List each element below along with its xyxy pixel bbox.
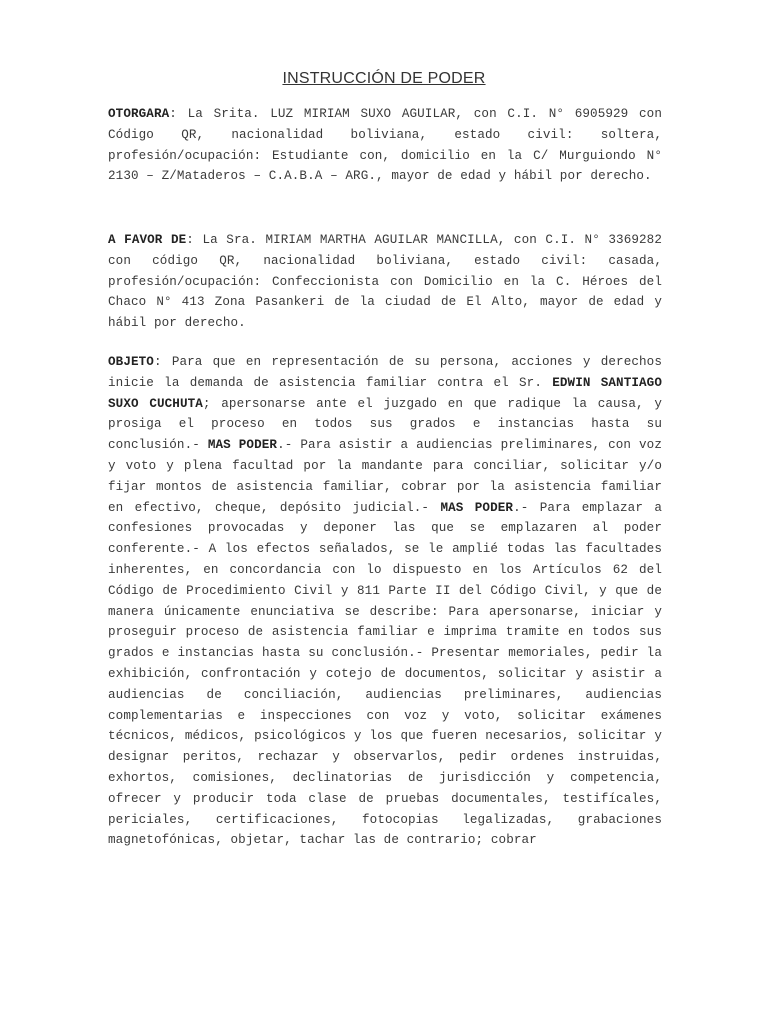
objeto-text-2: ; apersonarse ante el juzgado en que radique la causa, y prosiga el proceso en todos sus grados e instancias hasta su conclusión.- [108,396,662,453]
otorgara-text: : La Srita. LUZ MIRIAM SUXO AGUILAR, con C.I. N° 6905929 con Código QR, nacionalidad boliviana, estado civil: soltera, profesión/ocupación: Estudiante con, domicilio en la C/ Murguiondo N° 2130 – Z/Mataderos – C.A.B.A – ARG., mayor de edad y hábil por derecho. [108,107,662,184]
objeto-label: OBJETO [108,355,154,369]
defendant-name: EDWIN SANTIAGO SUXO CUCHUTA [108,375,662,411]
objeto-text-1: : Para que en representación de su persona, acciones y derechos inicie la demanda de asistencia familiar contra el Sr. [108,355,662,390]
mas-poder-label-1: MAS PODER [207,438,278,453]
objeto-paragraph [108,352,662,968]
otorgara-paragraph [108,104,662,187]
otorgara-label: OTORGARA [108,107,170,121]
objeto-text-4: .- Para emplazar a confesiones provocadas y deponer las que se emplazaren al poder conferente.- A los efectos señalados, se le amplié todas las facultades inherentes, en concordancia con lo dispuesto en los Artículos 62 del Código de Procedimiento Civil y 811 Parte II del Código Civil, y que de manera únicamente enunciativa se describe: Para apersonarse, iniciar y proseguir proceso de asistencia familiar e imprima tramite en todos sus grados e instancias hasta su conclusión.- Presentar memoriales, pedir la exhibición, confrontación y cotejo de documentos, solicitar y asistir a audiencias de conciliación, audiencias preliminares, audiencias complementarias e inspecciones con voz y voto, solicitar exámenes técnicos, médicos, psicológicos y los que fueren necesarios, solicitar y designar peritos, rechazar y observarlos, pedir ordenes instruidas, exhortos, comisiones, declinatorias de jurisdicción y competencia, ofrecer y producir toda clase de pruebas documentales, testifícales, periciales, certificaciones, fotocopias legalizadas, grabaciones magnetofónicas, objetar, tachar las de contrario; cobrar [108,500,662,848]
mas-poder-label-2: MAS PODER [440,500,514,515]
objeto-text-3: .- Para asistir a audiencias preliminares, con voz y voto y plena facultad por la mandante para conciliar, solicitar y/o fijar montos de asistencia familiar, cobrar por la asistencia familiar en efectivo, cheque, depósito judicial.- [108,438,662,515]
a-favor-de-label: A FAVOR DE [108,233,187,247]
a-favor-de-paragraph [108,230,662,334]
a-favor-de-text: : La Sra. MIRIAM MARTHA AGUILAR MANCILLA, con C.I. N° 3369282 con código QR, nacionalidad boliviana, estado civil: casada, profesión/ocupación: Confeccionista con Domicilio en la C. Héroes del Chaco N° 413 Zona Pasankeri de la ciudad de El Alto, mayor de edad y hábil por derecho. [108,233,662,331]
document-title: INSTRUCCIÓN DE PODER [282,70,486,87]
